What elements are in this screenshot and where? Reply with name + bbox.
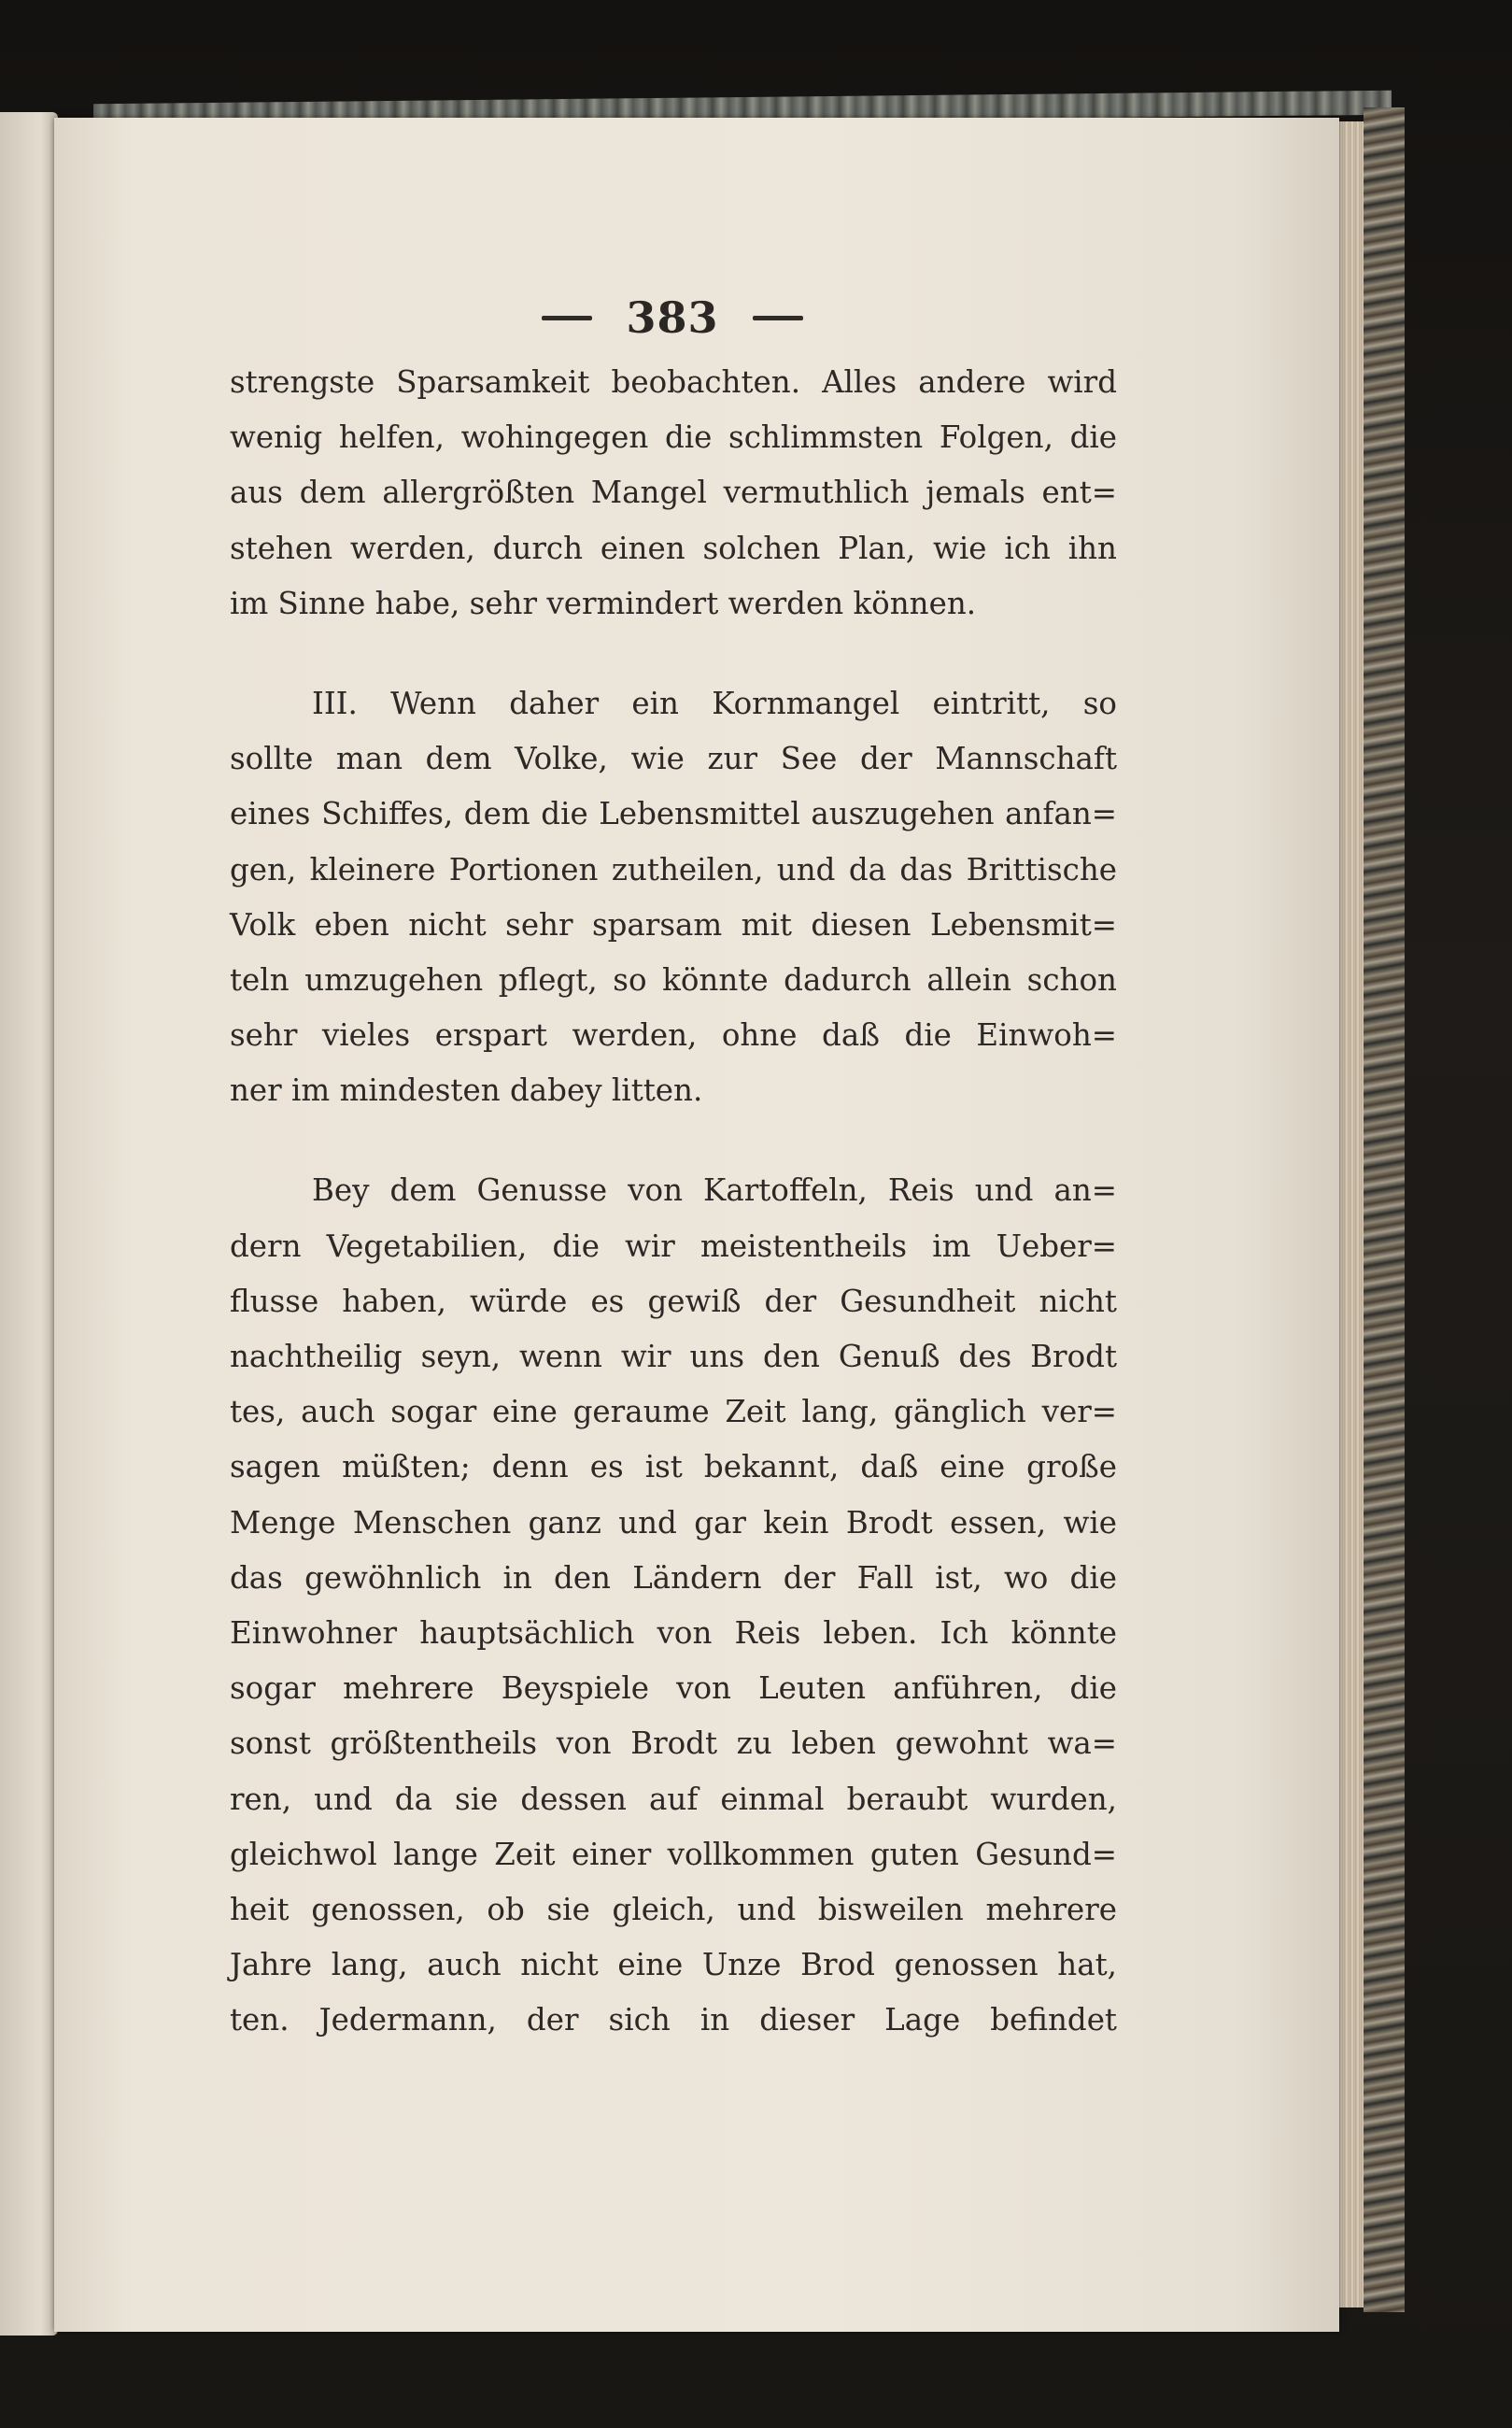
text-line: teln umzugehen pflegt, so könnte dadurch allein schon [230, 961, 1117, 998]
paragraph-gap [230, 632, 1117, 676]
text-line: im Sinne habe, sehr vermindert werden können. [230, 585, 977, 621]
text-line: ten. Jedermann, der sich in dieser Lage befindet [230, 2002, 1117, 2038]
header-dash-left [542, 316, 592, 320]
marbled-cover-edge [1364, 107, 1405, 2312]
text-line: Bey dem Genusse von Kartoffeln, Reis und an= [312, 1172, 1117, 1209]
text-line: ren, und da sie dessen auf einmal beraubt wurden, [230, 1781, 1117, 1817]
paragraph-3 [230, 1163, 1117, 2048]
text-line: gleichwol lange Zeit einer vollkommen guten Gesund= [230, 1836, 1117, 1872]
text-line: Jahre lang, auch nicht eine Unze Brod genossen hat, [230, 1947, 1117, 1983]
text-line: sagen müßten; denn es ist bekannt, daß eine große [230, 1449, 1117, 1485]
text-line: nachtheilig seyn, wenn wir uns den Genuß des Brodt [230, 1339, 1117, 1374]
text-line: ner im mindesten dabey litten. [230, 1072, 703, 1109]
text-line: wenig helfen, wohingegen die schlimmsten Folgen, die [230, 419, 1117, 456]
text-line: sehr vieles erspart werden, ohne daß die Einwoh= [230, 1017, 1117, 1054]
text-line: das gewöhnlich in den Ländern der Fall ist, wo die [230, 1559, 1117, 1596]
body-text [230, 355, 1117, 2048]
paragraph-2 [230, 676, 1117, 1119]
text-line: gen, kleinere Portionen zutheilen, und da das Brittische [230, 851, 1117, 887]
text-line: sogar mehrere Beyspiele von Leuten anführen, die [230, 1670, 1117, 1707]
page-number: 383 [626, 292, 719, 343]
text-line: eines Schiffes, dem die Lebensmittel auszugehen anfan= [230, 796, 1117, 832]
text-line: sollte man dem Volke, wie zur See der Mannschaft [230, 741, 1117, 777]
header-dash-right [753, 316, 803, 320]
text-line: Volk eben nicht sehr sparsam mit diesen Lebensmit= [230, 906, 1117, 943]
paragraph-gap [230, 1118, 1117, 1163]
text-line: Einwohner hauptsächlich von Reis leben. Ich könnte [230, 1614, 1117, 1651]
text-line: flusse haben, würde es gewiß der Gesundheit nicht [230, 1283, 1117, 1319]
text-line: stehen werden, durch einen solchen Plan, wie ich ihn [230, 530, 1117, 566]
text-line: dern Vegetabilien, die wir meistentheils im Ueber= [230, 1228, 1117, 1264]
text-line: tes, auch sogar eine geraume Zeit lang, gänglich ver= [230, 1394, 1117, 1430]
text-line: aus dem allergrößten Mangel vermuthlich jemals ent= [230, 475, 1117, 511]
paragraph-1 [230, 355, 1117, 632]
text-line: strengste Sparsamkeit beobachten. Alles andere wird [230, 364, 1117, 400]
facing-page-edge [0, 112, 58, 2336]
text-line: Menge Menschen ganz und gar kein Brodt essen, wie [230, 1504, 1117, 1541]
page-header [523, 280, 822, 355]
text-line: III. Wenn daher ein Kornmangel eintritt, so [312, 685, 1117, 721]
text-line: sonst größtentheils von Brodt zu leben gewohnt wa= [230, 1725, 1117, 1762]
text-line: heit genossen, ob sie gleich, und bisweilen mehrere [230, 1891, 1117, 1927]
